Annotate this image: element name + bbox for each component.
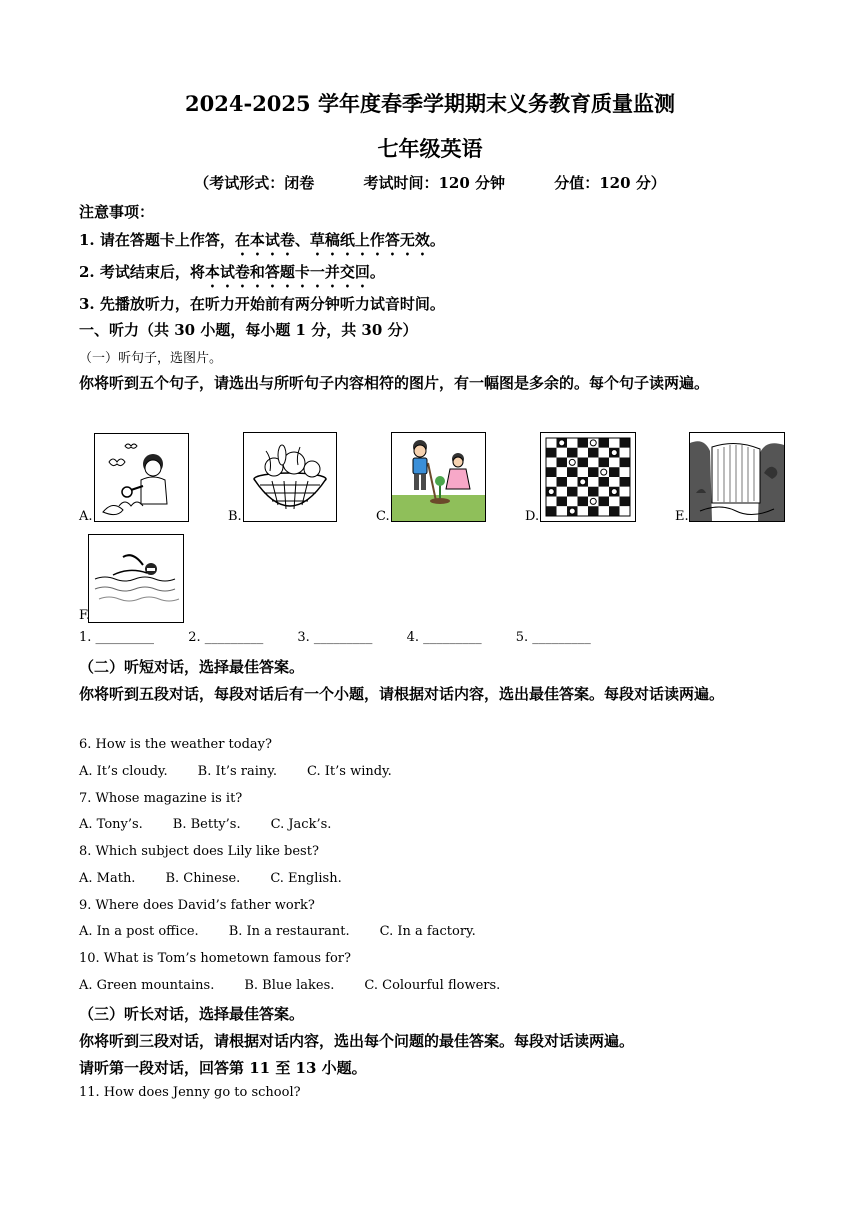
- swimmer-icon: [88, 534, 184, 623]
- part1-instruction: 你将听到五个句子，请选出与所听句子内容相符的图片，有一幅图是多余的。每个句子读两遍。: [79, 374, 710, 392]
- part1-heading: （一）听句子，选图片。: [79, 351, 223, 366]
- notice-heading: 注意事项：: [79, 203, 155, 221]
- picture-label-b: B.: [228, 509, 242, 524]
- chessboard-icon: [540, 432, 636, 522]
- option[interactable]: B. It’s rainy.: [197, 764, 278, 779]
- part2-heading: （二）听短对话，选择最佳答案。: [79, 658, 305, 676]
- notice-item-2: 2. 考试结束后，将本试卷和答题卡一并交回。: [79, 263, 385, 281]
- notice-emphasis: 本试卷和答题卡一并交回: [204, 263, 370, 281]
- option[interactable]: A. In a post office.: [79, 924, 199, 939]
- question-8: 8. Which subject does Lily like best?: [79, 844, 319, 859]
- exam-subtitle: 七年级英语: [377, 136, 483, 161]
- option[interactable]: C. Colourful flowers.: [364, 978, 501, 993]
- answer-blanks: [79, 630, 621, 645]
- picture-label-c: C.: [376, 509, 390, 524]
- kids-planting-tree-icon: [391, 432, 486, 522]
- option[interactable]: A. Math.: [79, 871, 136, 886]
- option[interactable]: B. In a restaurant.: [228, 924, 350, 939]
- notice-item-3: 3. 先播放听力，在听力开始前有两分钟听力试音时间。: [79, 295, 445, 313]
- vegetable-basket-icon: [243, 432, 337, 522]
- option[interactable]: A. It’s cloudy.: [79, 764, 168, 779]
- option[interactable]: C. In a factory.: [379, 924, 476, 939]
- waterfall-icon: [689, 432, 785, 522]
- exam-title: 2024-2025 学年度春季学期期末义务教育质量监测: [185, 91, 675, 116]
- exam-score: 分值：120 分）: [554, 174, 666, 192]
- option[interactable]: C. English.: [270, 871, 342, 886]
- answer-blank-5[interactable]: 5. _________: [515, 630, 591, 645]
- options-8: [79, 871, 372, 886]
- options-7: [79, 817, 361, 832]
- answer-blank-3[interactable]: 3. _________: [297, 630, 373, 645]
- picture-label-f: F.: [79, 608, 91, 623]
- question-9: 9. Where does David’s father work?: [79, 898, 315, 913]
- section-heading: 一、听力（共 30 小题，每小题 1 分，共 30 分）: [79, 321, 418, 339]
- exam-meta: [0, 172, 860, 193]
- answer-blank-4[interactable]: 4. _________: [406, 630, 482, 645]
- notice-item-1: 1. 请在答题卡上作答，在本试卷、草稿纸上作答无效。: [79, 231, 445, 249]
- option[interactable]: B. Blue lakes.: [244, 978, 335, 993]
- part2-instruction: 你将听到五段对话，每段对话后有一个小题，请根据对话内容，选出最佳答案。每段对话读两遍。: [79, 685, 725, 703]
- answer-blank-1[interactable]: 1. _________: [79, 630, 155, 645]
- question-11: 11. How does Jenny go to school?: [79, 1085, 301, 1100]
- option[interactable]: C. It’s windy.: [307, 764, 392, 779]
- part3-instruction: 你将听到三段对话，请根据对话内容，选出每个问题的最佳答案。每段对话读两遍。: [79, 1032, 635, 1050]
- picture-label-d: D.: [525, 509, 540, 524]
- boy-butterfly-magnifier-icon: [94, 433, 189, 522]
- exam-format: （考试形式：闭卷: [194, 174, 315, 192]
- option[interactable]: A. Green mountains.: [79, 978, 215, 993]
- option[interactable]: B. Chinese.: [165, 871, 241, 886]
- part3-sub-instruction: 请听第一段对话，回答第 11 至 13 小题。: [79, 1059, 367, 1077]
- part3-heading: （三）听长对话，选择最佳答案。: [79, 1005, 305, 1023]
- options-6: [79, 764, 422, 779]
- question-6: 6. How is the weather today?: [79, 737, 272, 752]
- question-10: 10. What is Tom’s hometown famous for?: [79, 951, 351, 966]
- notice-emphasis: 在本试卷、草稿纸上作答无效: [234, 231, 430, 249]
- options-10: [79, 978, 530, 993]
- question-7: 7. Whose magazine is it?: [79, 791, 243, 806]
- answer-blank-2[interactable]: 2. _________: [188, 630, 264, 645]
- option[interactable]: A. Tony’s.: [79, 817, 143, 832]
- option[interactable]: C. Jack’s.: [270, 817, 332, 832]
- picture-label-e: E.: [675, 509, 689, 524]
- picture-label-a: A.: [79, 509, 93, 524]
- options-9: [79, 924, 506, 939]
- option[interactable]: B. Betty’s.: [172, 817, 241, 832]
- exam-duration: 考试时间：120 分钟: [363, 174, 505, 192]
